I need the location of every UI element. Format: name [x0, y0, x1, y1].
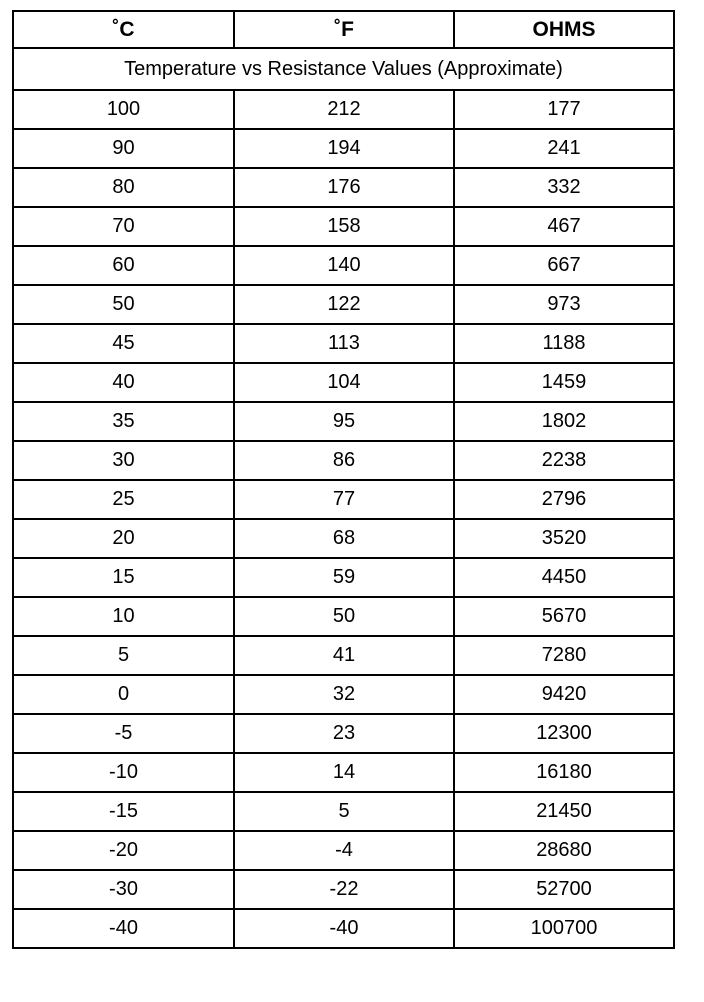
table-row — [13, 636, 674, 675]
fahrenheit-cell: 86 — [234, 441, 454, 480]
fahrenheit-cell: 113 — [234, 324, 454, 363]
fahrenheit-cell: 95 — [234, 402, 454, 441]
ohms-cell: 100700 — [454, 909, 674, 948]
celsius-cell: 100 — [13, 90, 234, 129]
celsius-cell: 35 — [13, 402, 234, 441]
fahrenheit-cell: -4 — [234, 831, 454, 870]
table-row — [13, 870, 674, 909]
table-row — [13, 90, 674, 129]
table-row — [13, 402, 674, 441]
celsius-cell: -30 — [13, 870, 234, 909]
celsius-cell: 90 — [13, 129, 234, 168]
ohms-cell: 332 — [454, 168, 674, 207]
fahrenheit-cell: 68 — [234, 519, 454, 558]
celsius-cell: -10 — [13, 753, 234, 792]
celsius-cell: 40 — [13, 363, 234, 402]
ohms-cell: 5670 — [454, 597, 674, 636]
table-row — [13, 753, 674, 792]
celsius-cell: 30 — [13, 441, 234, 480]
fahrenheit-cell: 23 — [234, 714, 454, 753]
table-row — [13, 207, 674, 246]
ohms-cell: 2796 — [454, 480, 674, 519]
fahrenheit-cell: 176 — [234, 168, 454, 207]
fahrenheit-cell: 194 — [234, 129, 454, 168]
caption-row — [13, 48, 674, 90]
celsius-cell: 5 — [13, 636, 234, 675]
celsius-cell: -5 — [13, 714, 234, 753]
temperature-resistance-table — [12, 10, 675, 949]
table-row — [13, 675, 674, 714]
celsius-cell: 50 — [13, 285, 234, 324]
table-row — [13, 831, 674, 870]
celsius-cell: 60 — [13, 246, 234, 285]
ohms-cell: 7280 — [454, 636, 674, 675]
celsius-cell: 20 — [13, 519, 234, 558]
ohms-cell: 52700 — [454, 870, 674, 909]
celsius-cell: 70 — [13, 207, 234, 246]
table-row — [13, 597, 674, 636]
header-fahrenheit: ˚F — [234, 11, 454, 48]
table-row — [13, 285, 674, 324]
table-row — [13, 246, 674, 285]
celsius-cell: -40 — [13, 909, 234, 948]
fahrenheit-cell: -40 — [234, 909, 454, 948]
celsius-cell: 0 — [13, 675, 234, 714]
header-row — [13, 11, 674, 48]
ohms-cell: 9420 — [454, 675, 674, 714]
header-celsius: ˚C — [13, 11, 234, 48]
ohms-cell: 28680 — [454, 831, 674, 870]
ohms-cell: 241 — [454, 129, 674, 168]
ohms-cell: 12300 — [454, 714, 674, 753]
ohms-cell: 973 — [454, 285, 674, 324]
celsius-cell: 25 — [13, 480, 234, 519]
celsius-cell: 15 — [13, 558, 234, 597]
table-row — [13, 324, 674, 363]
table-row — [13, 363, 674, 402]
table-row — [13, 168, 674, 207]
ohms-cell: 467 — [454, 207, 674, 246]
celsius-cell: 10 — [13, 597, 234, 636]
fahrenheit-cell: 14 — [234, 753, 454, 792]
table-row — [13, 441, 674, 480]
celsius-cell: -20 — [13, 831, 234, 870]
ohms-cell: 1188 — [454, 324, 674, 363]
fahrenheit-cell: 212 — [234, 90, 454, 129]
ohms-cell: 4450 — [454, 558, 674, 597]
ohms-cell: 3520 — [454, 519, 674, 558]
table-row — [13, 480, 674, 519]
header-ohms: OHMS — [454, 11, 674, 48]
table-row — [13, 558, 674, 597]
table-row — [13, 792, 674, 831]
ohms-cell: 2238 — [454, 441, 674, 480]
table-row — [13, 714, 674, 753]
celsius-cell: 80 — [13, 168, 234, 207]
table-caption: Temperature vs Resistance Values (Approximate) — [13, 48, 674, 90]
fahrenheit-cell: -22 — [234, 870, 454, 909]
celsius-cell: 45 — [13, 324, 234, 363]
ohms-cell: 177 — [454, 90, 674, 129]
table-row — [13, 519, 674, 558]
fahrenheit-cell: 50 — [234, 597, 454, 636]
fahrenheit-cell: 32 — [234, 675, 454, 714]
ohms-cell: 1802 — [454, 402, 674, 441]
fahrenheit-cell: 77 — [234, 480, 454, 519]
ohms-cell: 1459 — [454, 363, 674, 402]
fahrenheit-cell: 104 — [234, 363, 454, 402]
ohms-cell: 16180 — [454, 753, 674, 792]
fahrenheit-cell: 5 — [234, 792, 454, 831]
ohms-cell: 667 — [454, 246, 674, 285]
table-row — [13, 129, 674, 168]
table-row — [13, 909, 674, 948]
ohms-cell: 21450 — [454, 792, 674, 831]
fahrenheit-cell: 140 — [234, 246, 454, 285]
celsius-cell: -15 — [13, 792, 234, 831]
fahrenheit-cell: 59 — [234, 558, 454, 597]
fahrenheit-cell: 158 — [234, 207, 454, 246]
fahrenheit-cell: 41 — [234, 636, 454, 675]
fahrenheit-cell: 122 — [234, 285, 454, 324]
